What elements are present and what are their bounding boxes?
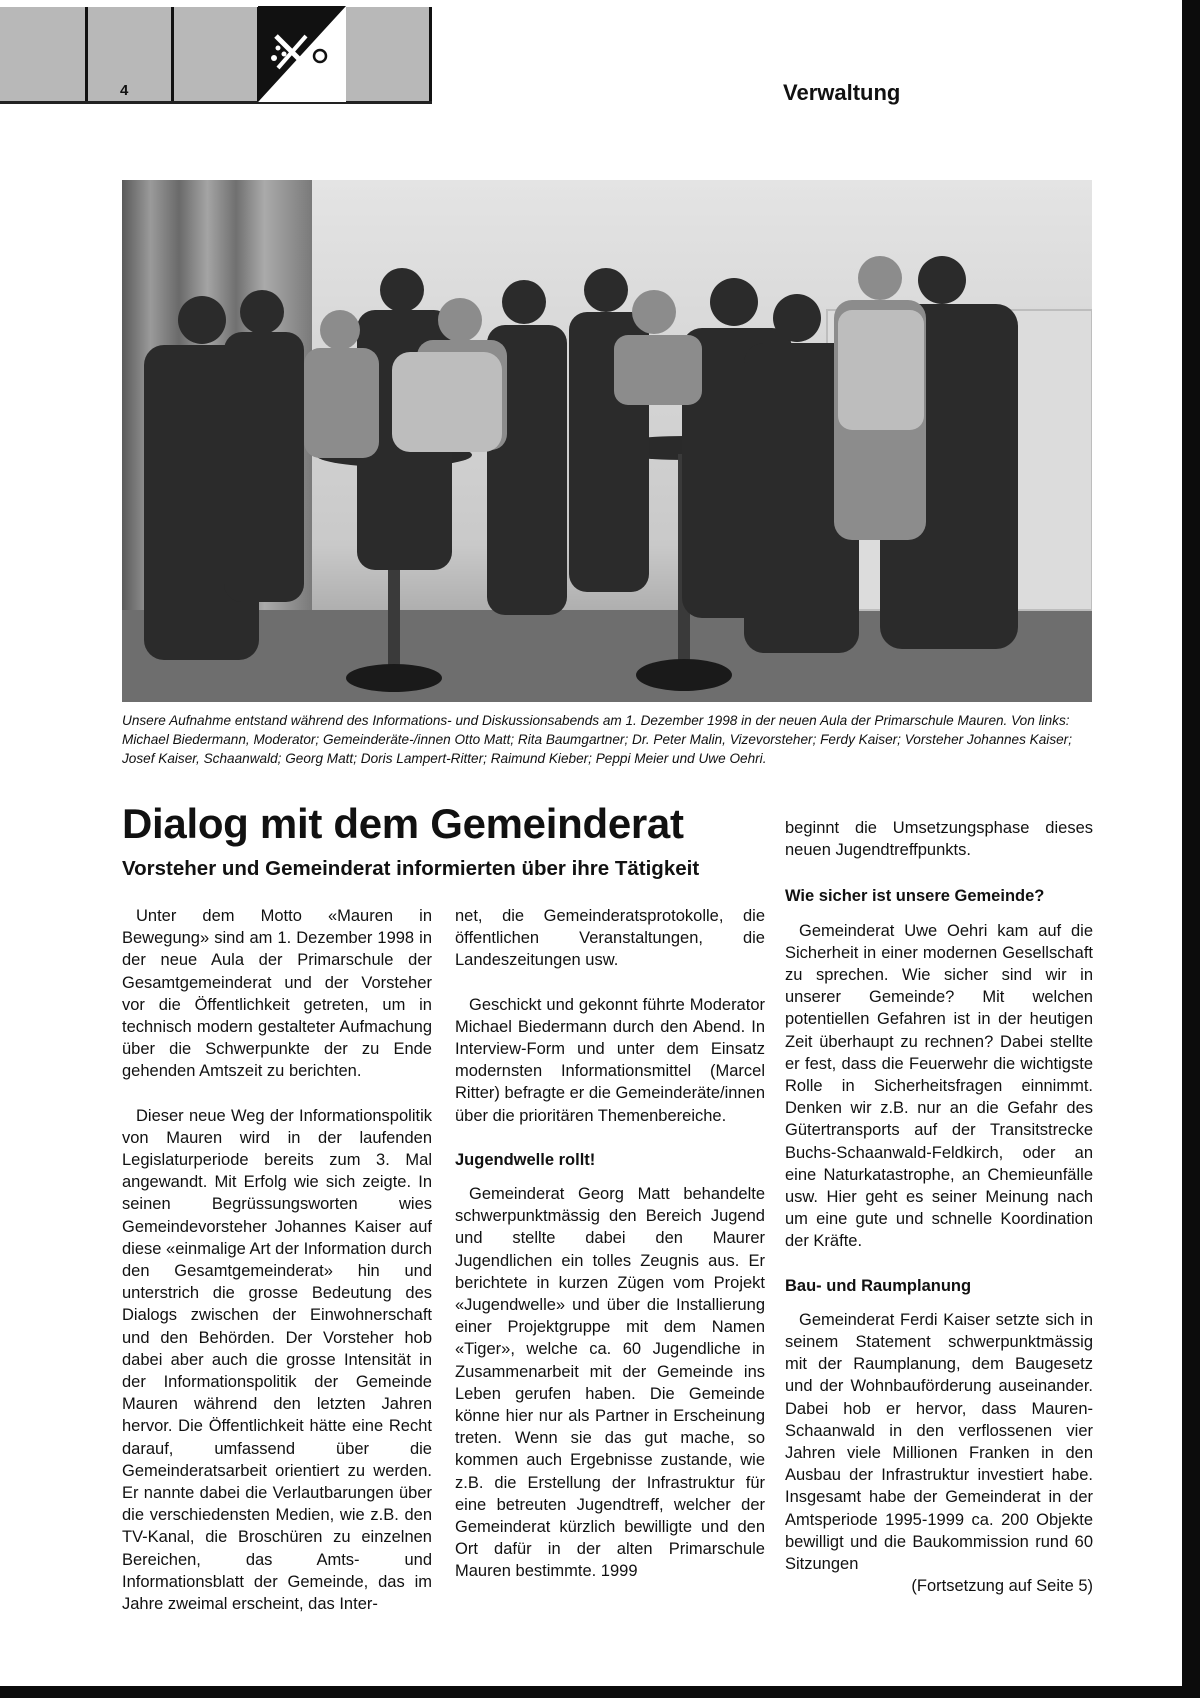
page-border-bottom (0, 1686, 1200, 1698)
header-cell (174, 7, 260, 103)
column-2 (455, 905, 765, 1605)
article-subtitle: Vorsteher und Gemeinderat informierten über ihre Tätigkeit (122, 857, 700, 880)
continuation-note: (Fortsetzung auf Seite 5) (911, 1577, 1093, 1596)
section-heading: Jugendwelle rollt! (455, 1150, 596, 1169)
paragraph: Gemeinderat Uwe Oehri kam auf die Sicherheit in einer modernen Gesellschaft zu sprechen. Wie sicher sind wir in unserer Gemeinde? Mit welchen potentiellen Gefahren ist in der heutigen Zeit überhaupt zu rechnen? Dabei stellte er fest, dass die Feuerwehr die wichtigste Rolle in Sicherheitsfragen einnimmt. Denken wir z.B. nur an die Gefahr des Gütertransports auf der Transitstrecke Buchs-Schaanwald-Feldkirch, oder an eine Naturkatastrophe, an Chemieunfälle usw. Hier geht es seiner Meinung nach um eine gute und schnelle Koordination der Kräfte. (785, 921, 1093, 1251)
header-rule (0, 101, 432, 104)
paragraph: Geschickt und gekonnt führte Moderator Michael Biedermann durch den Abend. In Interview-Form und unter dem Einsatz modernsten Informationsmittel (Marcel Ritter) befragte er die Gemeinderäte/innen über die prioritären Themenbereiche. (455, 995, 766, 1125)
paragraph: Gemeinderat Ferdi Kaiser setzte sich in seinem Statement schwerpunktmässig mit der Raumplanung, dem Baugesetz und der Wohnbauförderung auseinander. Dabei hob er hervor, dass Mauren-Schaanwald in den verflossenen vier Jahren viele Millionen Franken in den Ausbau der Infrastruktur investiert habe. Insgesamt habe der Gemeinderat in der Amtsperiode 1995-1999 ca. 200 Objekte bewilligt und die Baukommission rund 60 Sitzungen (785, 1310, 1093, 1574)
section-heading: Wie sicher ist unsere Gemeinde? (785, 887, 1045, 906)
paragraph: Dieser neue Weg der Informationspolitik von Mauren wird in der laufenden Legislaturperiode bereits zum 3. Mal angewandt. Mit Erfolg wie sich zeigte. In seinen Begrüssungsworten wies Gemeindevorsteher Johannes Kaiser auf diese «einmalige Art der Information durch den Gesamtgemeinderat» hin und unterstrich die grosse Bedeutung des Dialogs zwischen der Einwohnerschaft und den Behörden. Der Vorsteher hob dabei aber auch die grosse Intensität in der Informationspolitik der Gemeinde Mauren während den letzten Jahren hervor. Die Öffentlichkeit hätte eine Recht darauf, umfassend über die Gemeinderatsarbeit orientiert zu werden. Er nannte dabei die Verlautbarungen über die verschiedensten Medien, wie z.B. den TV-Kanal, die Broschüren zu einzelnen Bereichen, das Amts- und Informationsblatt der Gemeinde, das im Jahre zweimal erscheint, das Inter- (122, 1106, 433, 1614)
paragraph: net, die Gemeinderatsprotokolle, die öffentlichen Veranstaltungen, die Landeszeitungen usw. (455, 907, 765, 970)
column-3 (785, 817, 1093, 1598)
group-photo (122, 180, 1092, 702)
article-title: Dialog mit dem Gemeinderat (122, 800, 684, 847)
header-cell (0, 7, 88, 103)
page-border-right (1182, 0, 1200, 1698)
paragraph: beginnt die Umsetzungsphase dieses neuen Jugendtreffpunkts. (785, 819, 1093, 860)
page-number: 4 (120, 82, 129, 99)
section-heading: Bau- und Raumplanung (785, 1276, 972, 1295)
header-cell (88, 7, 174, 103)
paragraph: Unter dem Motto «Mauren in Bewegung» sind am 1. Dezember 1998 in der neue Aula der Primarschule der Gesamtgemeinderat und der Vorsteher vor die Öffentlichkeit getreten, um in technisch modern gestalteter Aufmachung über die Schwerpunkte der zu Ende gehenden Amtszeit zu berichten. (122, 907, 432, 1081)
section-title: Verwaltung (783, 80, 901, 105)
photo-caption: Unsere Aufnahme entstand während des Informations- und Diskussionsabends am 1. Dezember 1998 in der neuen Aula der Primarschule Mauren. Von links: Michael Biedermann, Moderator; Gemeinderäte-/innen Otto Matt; Rita Baumgartner; Dr. Peter Malin, Vizevorsteher; Ferdy Kaiser; Vorsteher Johannes Kaiser; Josef Kaiser, Schaanwald; Georg Matt; Doris Lampert-Ritter; Raimund Kieber; Peppi Meier und Uwe Oehri. (122, 713, 1072, 766)
header-strip (0, 7, 432, 103)
coat-of-arms-icon (258, 6, 346, 102)
paragraph: Gemeinderat Georg Matt behandelte schwerpunktmässig den Bereich Jugend und stellte dabei den Maurer Jugendlichen ein tolles Zeugnis aus. Er berichtete in kurzen Zügen vom Projekt «Jugendwelle» und über die Installierung einer Projektgruppe mit dem Namen «Tiger», welche ca. 60 Jugendliche in Zusammenarbeit mit der Gemeinde ins Leben gerufen haben. Die Gemeinde könne hier nur als Partner in Erscheinung treten. Wenn sie das gut mache, so kommen auch Ergebnisse zustande, wie z.B. die Erstellung der Infrastruktur für eine betreuten Jugendtreff, welcher der Gemeinderat kürzlich bewilligte und den Ort dafür in der alten Primarschule Mauren bestimmte. 1999 (455, 1185, 765, 1581)
column-1 (122, 905, 432, 1637)
